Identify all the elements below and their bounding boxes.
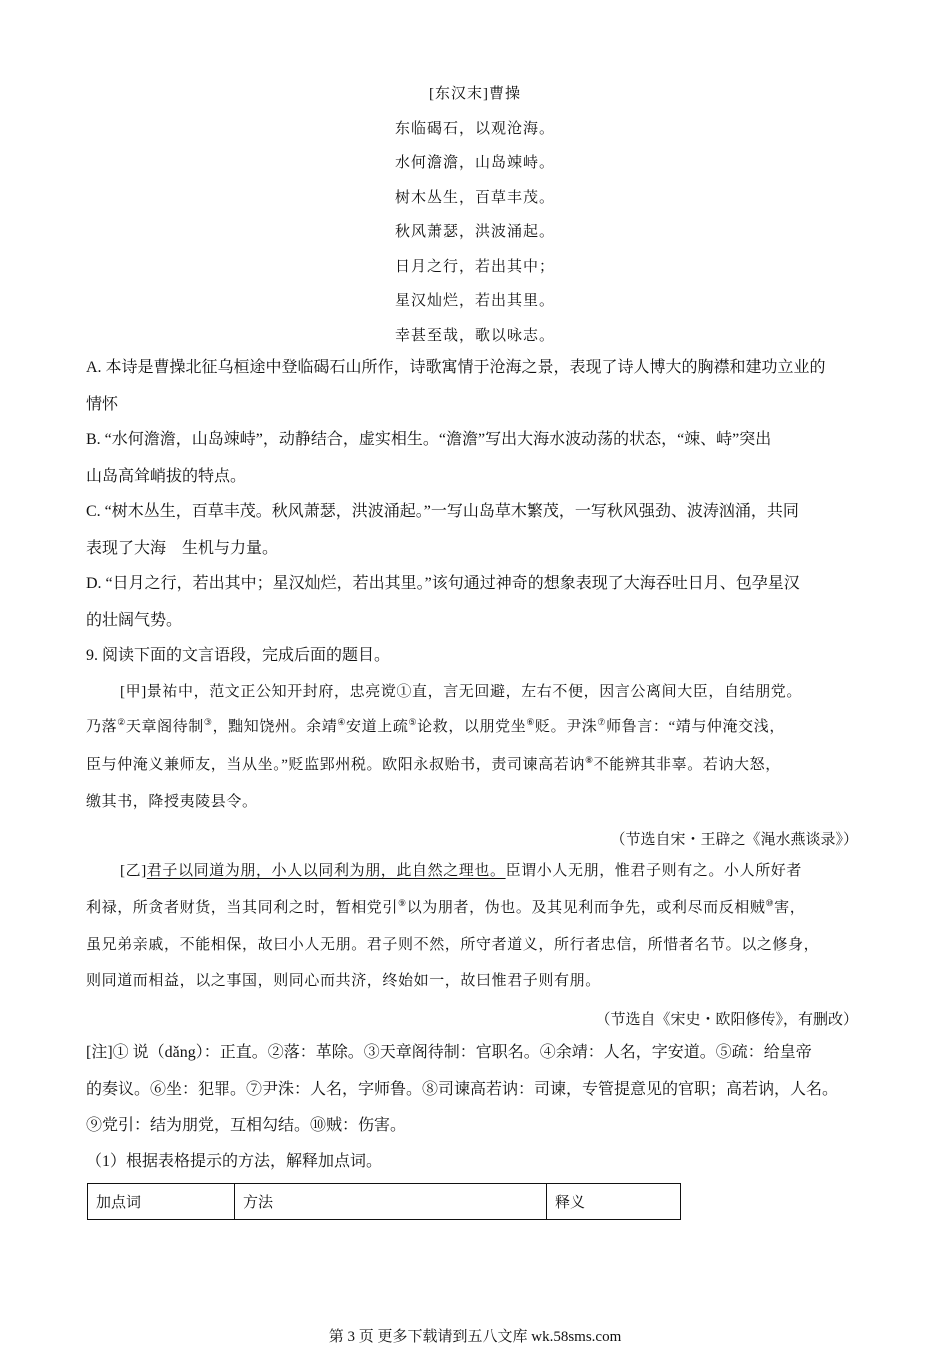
option-b-line2: 山岛高耸峭拔的特点。 [86,468,247,485]
passage-yi-line1: [乙]君子以同道为朋，小人以同利为朋，此自然之理也。臣谓小人无朋，惟君子则有之。小人所好者 [120,863,803,879]
passage-yi-source: （节选自《宋史・欧阳修传》，有删改） [595,1012,858,1028]
poem-line: 树木丛生，百草丰茂。 [394,190,555,206]
poem-line: 东临碣石，以观沧海。 [394,121,555,137]
poem-line: 幸甚至哉，歌以咏志。 [394,328,555,344]
notes-line1: [注]① 说（dǎng）：正直。②落：革除。③天章阁待制：官职名。④余靖：人名，字安道。⑤疏：给皇帝 [86,1044,812,1061]
table-header-cell: 加点词 [88,1184,235,1220]
option-a-line1: A. 本诗是曹操北征乌桓途中登临碣石山所作，诗歌寓情于沧海之景，表现了诗人博大的胸襟和建功立业的 [86,359,826,376]
passage-jia-source: （节选自宋・王辟之《渑水燕谈录》） [610,832,858,848]
poem-author: [东汉末]曹操 [429,86,521,102]
poem-line: 星汉灿烂，若出其里。 [394,293,555,309]
passage-yi-line3: 虽兄弟亲戚，不能相保，故曰小人无朋。君子则不然，所守者道义，所行者忠信，所惜者名节。以之修身， [86,937,820,953]
poem-line: 水何澹澹，山岛竦峙。 [394,155,555,171]
notes-line3: ⑨党引：结为朋党，互相勾结。⑩贼：伤害。 [86,1117,407,1134]
option-a-line2: 情怀 [86,396,119,413]
option-d-line1: D. “日月之行，若出其中；星汉灿烂，若出其里。”该句通过神奇的想象表现了大海吞吐日月、包孕星汉 [86,575,800,592]
passage-jia-line2: 乃落②天章阁待制③，黜知饶州。余靖④安道上疏⑤论救，以朋党坐⑥贬。尹洙⑦师鲁言：“靖与仲淹交浅， [86,717,785,735]
table-header-cell: 方法 [235,1184,547,1220]
poem-line: 秋风萧瑟，洪波涌起。 [394,224,555,240]
option-b-line1: B. “水何澹澹，山岛竦峙”，动静结合，虚实相生。“澹澹”写出大海水波动荡的状态，“竦、峙”突出 [86,431,772,448]
poem-line: 日月之行，若出其中； [394,259,555,275]
notes-line2: 的奏议。⑥坐：犯罪。⑦尹洙：人名，字师鲁。⑧司谏高若讷：司谏，专管提意见的官职；高若讷，人名。 [86,1081,839,1098]
passage-jia-line3: 臣与仲淹义兼师友，当从坐。”贬监郢州税。欧阳永叔贻书，责司谏高若讷⑧不能辨其非辜。若讷大怒， [86,755,781,773]
passage-yi-line4: 则同道而相益，以之事国，则同心而共济，终始如一，故曰惟君子则有朋。 [86,973,601,989]
page-footer: 第 3 页 更多下载请到五八文库 wk.58sms.com [328,1329,622,1345]
passage-jia-line4: 缴其书，降授夷陵县令。 [86,794,258,810]
question-9-title: 9. 阅读下面的文言语段，完成后面的题目。 [86,647,391,664]
option-c-line2: 表现了大海 生机与力量。 [86,540,279,557]
underlined-sentence: 君子以同道为朋，小人以同利为朋，此自然之理也。 [146,863,506,879]
subquestion-1: （1）根据表格提示的方法，解释加点词。 [86,1153,383,1170]
table-header-row [88,1184,681,1220]
answer-table [87,1183,681,1220]
passage-yi-line2: 利禄，所贪者财货，当其同利之时，暂相党引⑨以为朋者，伪也。及其见利而争先，或利尽而反相贼⑩害， [86,898,806,916]
option-d-line2: 的壮阔气势。 [86,612,183,629]
option-c-line1: C. “树木丛生，百草丰茂。秋风萧瑟，洪波涌起。”一写山岛草木繁茂，一写秋风强劲、波涛汹涌，共同 [86,503,799,520]
passage-jia-line1: [甲]景祐中，范文正公知开封府，忠亮谠①直，言无回避，左右不便，因言公离间大臣，自结朋党。 [120,684,802,700]
table-header-cell: 释义 [547,1184,681,1220]
